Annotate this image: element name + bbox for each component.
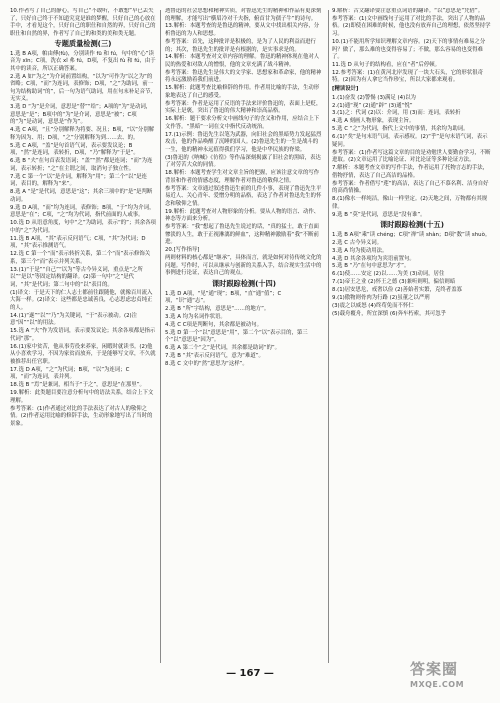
answer-paragraph: 8.(1)像水一样纯洁，像山一样坚定。(2)天地之间，万物都有其规律。 [332,196,488,210]
answer-paragraph: 19.解析：此类题目要注意分析句中的语法关系，结合上下文理解。 [10,390,154,404]
answer-paragraph: 16.解析：题干要求分析文中画线句子的含义和作用，应结合上下文作答。“黑暗”一词在文中指代反动统治。 [165,116,320,130]
answer-paragraph: 2.(1)通“现” (2)通“辟” (3)通“悦” [332,102,413,109]
column-divider [160,10,161,663]
answer-paragraph: 5.选 D 第一个“以”意思是“用”，第二个“以”表示目的，第三个“以”意思是“因为”。 [165,329,308,344]
answer-paragraph: 11.选 B A项，“其”表示反问语气；C项，“其”为代词；D项，“其”表示推测语气。 [10,235,146,250]
answer-paragraph: 10.作者写了自己的静心，写自己“不敢听，不敢想”早已丢失了，只好自己终于不知道究竟是谁的梦醒，只好自己的心放在手中，才看见这个，只好自己的职仕和自然的界，只好自己的职仕和自然的界，作者写了自己的和类的美和类无题。 [10,8,156,37]
answer-paragraph: 17.(1)示例：鲁迅先生以笔为武器，向旧社会的黑暗势力发起猛烈攻击，他的作品唤醒了沉睡的国人。(2)鲁迅先生的一生是战斗的一生，他的精神永远值得我们学习，他是中华民族的脊梁。 [165,131,322,153]
answer-paragraph: 2.选 A 如“为之”为介词前置结构，“以为”可作为“以之为”的省略；C项，“而”为连词，表修饰；D项，“之”为助词，前一句为结构助词“的”，后一句为语气助词，用在句末补足音节，无实义。 [10,73,156,103]
answer-paragraph: 4.选 D 其余各项均为宾语前置句。 [332,255,415,262]
answer-paragraph: 参考答案：鲁迅先生是伟大的文学家、思想家和革命家，他的精神将永远激励着我们前进。 [165,69,322,84]
answer-paragraph: 9.选 D A项，“而”均为连词，表修饰；B项，“于”均为介词，意思是“在”；C项，“之”均为代词，指代前面的人或事。 [10,204,155,219]
answer-paragraph: 13.(1)“于是”“自己”“以为”等古今异义词，重点是“之所以”“是以”等固定结构的翻译。(2)第一句中“之”是代词，“其”是代词；第二句中的“以”表目的。 [10,266,143,288]
answer-paragraph: 18.选 B “焉”是兼词，相当于“于之”，意思是“在那里”。 [10,382,145,389]
answer-paragraph: 18.解析：本题考查学生对文章主旨的把握，应该注意文章的写作背景和作者的情感态度，理解作者对鲁迅的敬仰之情。 [165,170,320,184]
answer-paragraph: 参考答案：(1)文中画线句子运用了对比的手法，突出了人物的品格。(2)即使在困难的时候，他也没有放弃自己的理想，依然坚持学习。 [332,15,491,38]
watermark-logo: 答案圈 [410,660,459,678]
left-column [10,8,156,667]
answer-paragraph: 6.(1)使……安定 (2)以……为美 (3)动词，居住 [332,271,445,278]
answer-paragraph: 15.解析：此题考查比喻修辞的作用。作者用比喻的手法，生动形象地表达了自己的感受。 [165,85,320,99]
answer-paragraph: 3.选 A 均为使动用法。 [332,247,388,254]
answer-paragraph: 8.选 A “是”是代词，意思是“这”；其余三项中的“是”是判断动词。 [10,189,153,203]
answer-paragraph: 7.(1)帝王之业 (2)怀王之德 (3)兼听则明，偏信则暗 [332,279,456,286]
section-heading: 专题质量检测(三) [54,39,112,49]
answer-paragraph: 1.选 B A项“乘”读 chéng；C项“禅”读 shàn；D项“数”读 shuò。 [332,231,491,238]
column-divider [328,10,329,663]
answer-paragraph: 1.选 B A项，帕由傅(fù)，分别读作 fū 和 fú，句中的“心”读音为 xīn；C项，洗衣 xǐ 弗 fú，D项，不复出 fù 和 fú，由于其中的读音，所以正确答案。 [10,50,156,72]
answer-paragraph: 14.解析：本题考查对文章内容的理解。鲁迅的精神体现在他对人民的热爱和对敌人的憎恨，他的文章充满了战斗精神。 [165,54,320,68]
answer-paragraph: 9.(1)傲物则骨肉为行路 (2)虽董之以严刑 [332,295,430,302]
answer-paragraph: (3)鲁迅的《呐喊》《彷徨》等作品深刻揭露了旧社会的黑暗，表达了对劳苦大众的同情。 [165,154,321,169]
answer-paragraph: 9.解析：古文翻译要注意重点词语的翻译。“以”意思是“凭借”。 [332,8,484,14]
answer-paragraph: 5.选 C “之”为代词，指代上文中的事情，其余均为助词。 [332,126,469,133]
answer-paragraph: (3)震之以威怒 (4)终苟免而不怀仁 [332,303,414,310]
answer-paragraph: 3.选 A 均为名词作状语。 [165,313,226,320]
answer-paragraph: 参考答案：(1)作者通过对比的手法表达了对古人的敬仰之情。(2)作者运用比喻的修辞手法，生动形象地写出了当时的景象。 [10,405,153,427]
watermark-url: MXQE.COM [410,680,465,689]
answer-paragraph: 12.选 C 第一个“而”表示转折关系，第二个“而”表示修饰关系，第三个“而”表示并列关系。 [10,251,151,265]
answer-paragraph: 9.选 B “莫”是代词，意思是“没有谁”。 [332,211,426,218]
answer-paragraph: 20.[写作指导] [165,247,200,254]
answer-paragraph: 参考答案：作者是运用了反语的手法来评价鲁迅的，表面上是贬，实际上是褒，突出了鲁迅的伟大精神和崇高品格。 [165,100,322,115]
answer-paragraph: 11.选 D 从句子的结构看，应在“者”后停顿。 [332,62,440,68]
answer-paragraph: (5)载舟覆舟，所宜深慎 (6)奔车朽索，其可忽乎 [332,311,447,318]
right-column [332,8,492,667]
answer-paragraph: 16.(1)家中贫苦，他从事劳役来养家，闲暇时就读书。(2)他从小喜欢学习，不因为家贫而放弃，于是能够写文章，不久就被推荐出任官职。 [10,343,156,365]
subsection-label: [精读设计] [332,86,359,93]
answer-paragraph: 14.(1)“遂”“以”“乃”为关键词，“于”表示被动。(2)注意“因”“以”的用法。 [10,312,138,327]
section-heading: 课时跟踪检测(十五) [379,220,445,230]
answer-paragraph: 15.选 A “夫”作为发语词，表示要发议论；其余各项都是指示代词“那”。 [10,328,156,342]
answer-paragraph: 3.选 D “为”是介词，意思是“替”“给”；A项的“为”是动词，意思是“是”；B项中的“为”是介词，意思是“被”；C项的“为”是动词，意思是“作为”。 [10,104,152,126]
answer-paragraph: 17.选 D A项，“之”为代词；B项，“以”为连词；C项，“而”为连词，表并列。 [10,366,130,381]
answer-paragraph: 4.选 C C项是判断句，其余都是被动句。 [165,321,262,328]
answer-paragraph: 参考答案：“我”想起了鲁迅先生说过的话，“真的猛士，敢于直面惨淡的人生，敢于正视淋漓的鲜血”，这种精神激励着“我”不断前进。 [165,224,319,246]
answer-paragraph: 19.解析：此题考查对人物形象的分析。要从人物的语言、动作、神态等方面来分析。 [165,208,320,223]
answer-paragraph: 2.选 C 古今异义词。 [332,239,383,246]
answer-paragraph: 参考答案：(1)作者写这篇文章的目的是劝勉世人要勤奋学习，不断进取。(2)文章运用了比喻论证、对比论证等多种论证方法。 [332,149,491,164]
answer-paragraph: 参考答案：作者借写“莲”的高洁，表达了自己不慕名利、洁身自好的高尚情操。 [332,180,489,195]
answer-paragraph: 6.选 A 第二个“之”是代词，其余都是助词“的”。 [165,345,281,352]
answer-paragraph: 透鲁迅的社会思想和精神实质，对鲁迅先生的精神和作品有更深刻的理解，才能写出“横眉冷对千夫指，俯首甘为孺子牛”的诗句。 [165,8,322,22]
answer-paragraph: 6.选 B “夫”在句首表发语词；“盖”“然”都是连词；“而”为连词，表示转折；“之”在主谓之间，取消句子独立性。 [10,158,153,172]
answer-paragraph: 5.选 B “乃”在句中意思为“才”。 [332,263,410,270]
answer-paragraph: 8.选 C 文中的“然”意思为“这样”。 [165,361,248,368]
answer-paragraph: 4.选 C A项，“且”分别解释为将要、况且；B项，“以”分别解释为因为、用；D项，“之”分别解释为到……去、的。 [10,127,155,141]
answer-paragraph: 3.(1)之：代词 (2)以：介词，用 (3)而：连词，表转折 [332,110,461,117]
answer-paragraph: (1)译文：于是天下的仁人志士都前往跟随他，就像百川流入大海一样。(2)译文：这些都是忠诚善良，心志思虑忠贞纯正的人。 [10,289,153,311]
answer-paragraph: 7.选 B “其”表示反问语气，意为“难道”。 [165,353,264,360]
answer-paragraph: 1.(1)奋发 (2)警惕 (3)满足 (4)以为 [332,94,416,101]
middle-column [165,8,323,667]
answer-paragraph: 4.选 A 刻画人物形象，表现主旨。 [332,118,415,125]
answer-paragraph: 5.选 C A项，“盖”是句首语气词，表示要发议论；B项，“然”是连词，表转折，D项，“乃”解释为“于是”。 [10,142,139,157]
answer-paragraph: 6.(1)“矣”是句末语气词，表示感叹。(2)“乎”是句末语气词，表示疑问。 [332,134,488,148]
answer-paragraph: 2.选 B “所”字结构，意思是“……的地方”。 [165,305,270,312]
answer-paragraph: 参考答案：文章通过叙述鲁迅生前的几件小事，表现了鲁迅先生平易近人、关心青年、爱憎分明的品格，表达了作者对鲁迅先生的怀念和敬仰之情。 [165,185,322,207]
answer-paragraph: 10.(1)不能用所学知识理解文章内容。(2)天下的事情有难易之分吗？做了，那么难的也变得容易了；不做，那么容易的也变得难了。 [332,38,486,61]
answer-paragraph: 10.选 D 从语意角度，句中“之”为助词，表示“的”；其余各项中的“之”为代词。 [10,220,156,234]
answer-paragraph: 1.选 D A项，“见”通“现”；B项，“直”通“值”；C项，“识”通“志”。 [165,290,282,305]
answer-paragraph: 13.解析：本题考查的是鲁迅的精神，要从文中找出相关内容，分析鲁迅的为人和思想。 [165,23,320,38]
answer-paragraph: 参考答案：首先，这种批评是积极的，是为了人民的利益而进行的；其次，鲁迅先生的批评是有根据的，是实事求是的。 [165,38,316,53]
answer-paragraph: 8.(1)居安思危，戒奢以俭 (2)善始者实繁，克终者盖寡 [332,287,462,294]
section-heading: 课时跟踪检测(十四) [211,279,277,288]
answer-paragraph: 12.参考答案：(1)在黄河北岸发现了一块大石头，它的形状很奇特。(2)因为有人拿它当作珍宝，所以大家都来观看。 [332,69,483,84]
answer-paragraph: 7.选 C 第一个“以”是介词，解释为“用”；第二个“以”是连词，表目的，解释为“来”。 [10,173,147,188]
answer-paragraph: 两则材料的核心都是“继承”，具体而言，就是如何对待传统文化的问题。写作时，可以从继承与创新的关系入手，结合现实生活中的事例进行论证，表达自己的观点。 [165,255,322,277]
answer-paragraph: 7.解析：本题考查文章的写作手法，作者运用了托物言志的手法，借物抒情，表达了自己高洁的品格。 [332,165,489,179]
page-number: — 167 — [226,668,274,679]
